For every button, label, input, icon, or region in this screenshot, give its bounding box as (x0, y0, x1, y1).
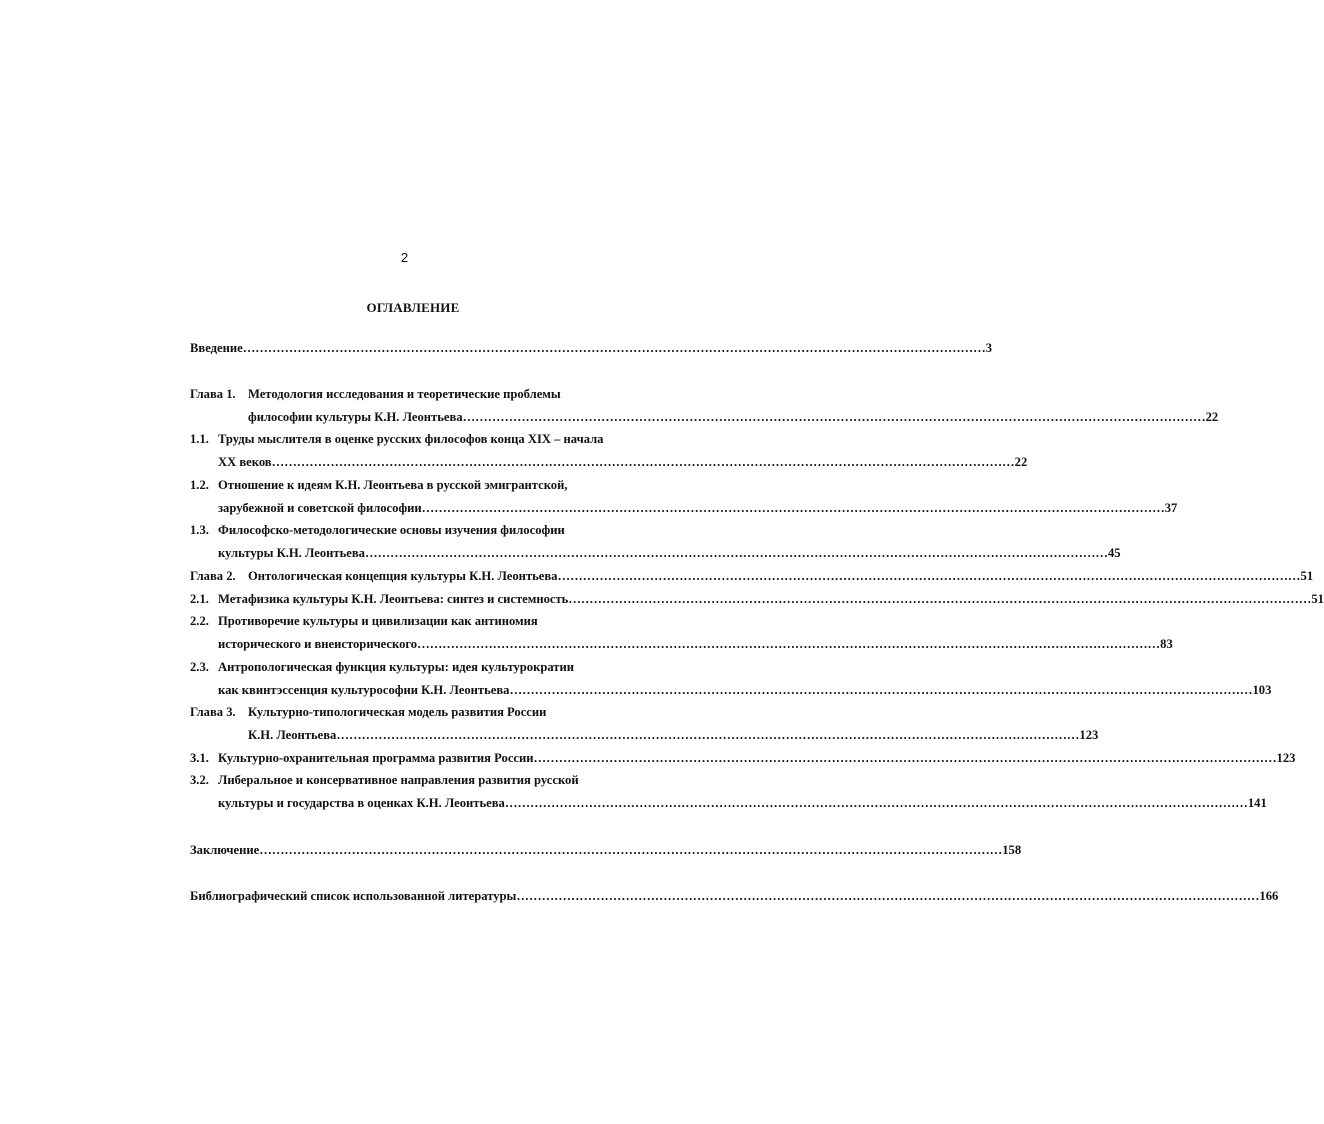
toc-entry-number: 1.2. (190, 478, 209, 492)
toc-heading: ОГЛАВЛЕНИЕ (366, 300, 460, 315)
dot-leader: …………………………………………………………………………………………………………………………………………………………… (364, 546, 1108, 560)
toc-section-2-3-line1[interactable] (190, 659, 574, 675)
toc-section-2-2-line1[interactable] (190, 613, 538, 629)
dot-leader: …………………………………………………………………………………………………………………………………………………………… (504, 796, 1248, 810)
toc-entry-bibliography[interactable] (190, 888, 1279, 904)
dot-leader: …………………………………………………………………………………………………………………………………………………………… (259, 843, 1003, 857)
toc-page-number: 123 (1276, 751, 1296, 765)
toc-section-1-3-line1[interactable] (190, 522, 565, 538)
toc-entry-title: Культурно-типологическая модель развития России (248, 705, 547, 719)
toc-entry-conclusion[interactable] (190, 842, 1022, 858)
toc-entry-title: Онтологическая концепция культуры К.Н. Леонтьева (248, 569, 558, 583)
toc-chapter-3-line2[interactable] (248, 727, 1099, 743)
toc-section-3-2-line2[interactable] (218, 795, 1267, 811)
toc-entry-title: Труды мыслителя в оценке русских философов конца XIX – начала (218, 432, 604, 446)
toc-section-2-3-line2[interactable] (218, 682, 1272, 698)
toc-page-number: 22 (1014, 455, 1028, 469)
toc-entry-intro[interactable] (190, 340, 993, 356)
toc-entry-number: 1.3. (190, 523, 209, 537)
toc-section-2-2-line2[interactable] (218, 636, 1173, 652)
toc-page-number: 22 (1205, 410, 1219, 424)
toc-section-1-1-line1[interactable] (190, 431, 603, 447)
toc-page-number: 103 (1252, 683, 1272, 697)
dot-leader: …………………………………………………………………………………………………………………………………………………………… (242, 341, 986, 355)
toc-page-number: 45 (1108, 546, 1121, 560)
toc-entry-title-cont: философии культуры К.Н. Леонтьева (248, 410, 463, 424)
toc-entry-number: 2.2. (190, 614, 209, 628)
toc-entry-title: Антропологическая функция культуры: идея культурократии (218, 660, 574, 674)
toc-section-1-3-line2[interactable] (218, 545, 1121, 561)
toc-entry-title: Метафизика культуры К.Н. Леонтьева: синтез и системность (218, 592, 569, 606)
toc-page-number: 141 (1247, 796, 1267, 810)
dot-leader: …………………………………………………………………………………………………………………………………………………………… (509, 683, 1253, 697)
toc-entry-title: Заключение (190, 843, 260, 857)
toc-entry-title-cont: как квинтэссенция культурософии К.Н. Леонтьева (218, 683, 510, 697)
toc-entry-title: Культурно-охранительная программа развития России (218, 751, 534, 765)
dot-leader: …………………………………………………………………………………………………………………………………………………………… (421, 501, 1165, 515)
toc-section-1-2-line1[interactable] (190, 477, 568, 493)
dot-leader: …………………………………………………………………………………………………………………………………………………………… (417, 637, 1161, 651)
toc-page-number: 51 (1300, 569, 1314, 583)
toc-page-number: 158 (1002, 843, 1022, 857)
toc-entry-title: Отношение к идеям К.Н. Леонтьева в русской эмигрантской, (218, 478, 568, 492)
toc-chapter-3-line1[interactable] (190, 704, 546, 720)
toc-page-number: 51 (1311, 592, 1324, 606)
toc-entry-title: Введение (190, 341, 243, 355)
toc-entry-title-cont: культуры и государства в оценках К.Н. Леонтьева (218, 796, 505, 810)
dot-leader: …………………………………………………………………………………………………………………………………………………………… (336, 728, 1080, 742)
toc-page-number: 37 (1164, 501, 1178, 515)
toc-section-3-2-line1[interactable] (190, 772, 579, 788)
dot-leader: …………………………………………………………………………………………………………………………………………………………… (568, 592, 1312, 606)
dot-leader: …………………………………………………………………………………………………………………………………………………………… (533, 751, 1277, 765)
toc-entry-title: Философско-методологические основы изучения философии (218, 523, 565, 537)
dot-leader: …………………………………………………………………………………………………………………………………………………………… (462, 410, 1206, 424)
toc-entry-title: Противоречие культуры и цивилизации как антиномия (218, 614, 538, 628)
toc-chapter-1-line1[interactable] (190, 386, 561, 402)
toc-chapter-1-line2[interactable] (248, 409, 1219, 425)
toc-entry-number: 2.1. (190, 592, 209, 606)
toc-section-3-1[interactable] (190, 750, 1296, 766)
toc-entry-title: Библиографический список использованной литературы (190, 889, 517, 903)
toc-entry-title-cont: исторического и внеисторического (218, 637, 418, 651)
dot-leader: …………………………………………………………………………………………………………………………………………………………… (557, 569, 1301, 583)
toc-section-1-1-line2[interactable] (218, 454, 1028, 470)
toc-entry-title: Методология исследования и теоретические проблемы (248, 387, 561, 401)
toc-chapter-2[interactable] (190, 568, 1314, 584)
toc-entry-title: Либеральное и консервативное направления развития русской (218, 773, 579, 787)
toc-entry-number: Глава 3. (190, 705, 236, 719)
toc-entry-title-cont: культуры К.Н. Леонтьева (218, 546, 365, 560)
toc-page-number: 166 (1259, 889, 1279, 903)
toc-entry-title-cont: К.Н. Леонтьева (248, 728, 337, 742)
toc-page-number: 83 (1160, 637, 1173, 651)
toc-page-number: 123 (1079, 728, 1099, 742)
toc-entry-number: 3.1. (190, 751, 209, 765)
toc-entry-number: 2.3. (190, 660, 209, 674)
toc-entry-number: 1.1. (190, 432, 209, 446)
dot-leader: …………………………………………………………………………………………………………………………………………………………… (271, 455, 1015, 469)
page-number: 2 (400, 250, 409, 265)
toc-entry-title-cont: XX веков (218, 455, 272, 469)
toc-entry-number: Глава 2. (190, 569, 236, 583)
dot-leader: …………………………………………………………………………………………………………………………………………………………… (516, 889, 1260, 903)
toc-entry-number: Глава 1. (190, 387, 236, 401)
toc-page-number: 3 (985, 341, 993, 355)
toc-entry-number: 3.2. (190, 773, 209, 787)
toc-section-1-2-line2[interactable] (218, 500, 1178, 516)
toc-entry-title-cont: зарубежной и советской философии (218, 501, 422, 515)
toc-section-2-1[interactable] (190, 591, 1324, 607)
